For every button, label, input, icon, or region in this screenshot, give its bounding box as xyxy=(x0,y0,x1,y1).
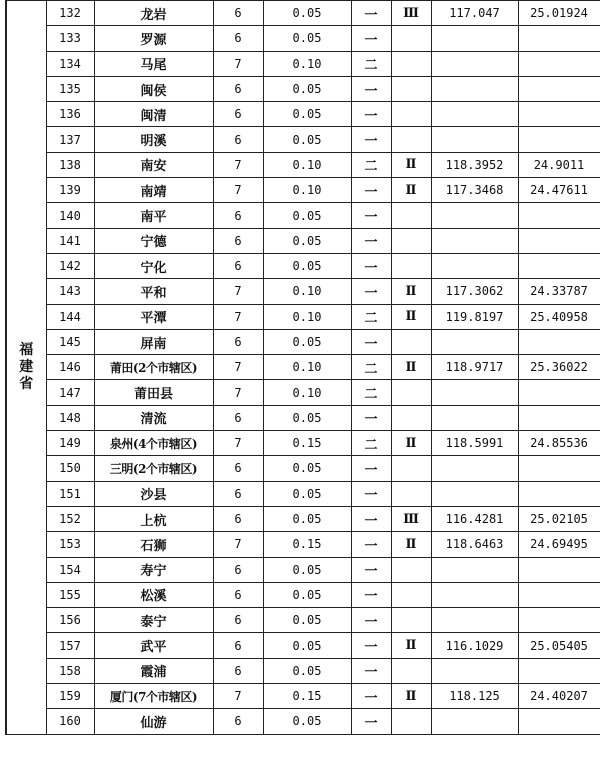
row-number-cell: 152 xyxy=(46,506,94,531)
latitude-cell xyxy=(518,608,600,633)
intensity-cell: 7 xyxy=(213,152,263,177)
site-class-cell xyxy=(391,253,431,278)
intensity-cell: 6 xyxy=(213,26,263,51)
intensity-cell: 6 xyxy=(213,557,263,582)
latitude-cell xyxy=(518,329,600,354)
table-row xyxy=(6,355,600,380)
place-name-cell: 三明(2个市辖区) xyxy=(94,456,213,481)
row-number-cell: 148 xyxy=(46,405,94,430)
place-name-cell: 厦门(7个市辖区) xyxy=(94,684,213,709)
longitude-cell: 119.8197 xyxy=(431,304,518,329)
acceleration-cell: 0.05 xyxy=(263,405,351,430)
design-group-cell: 一 xyxy=(351,658,391,683)
place-name-cell: 罗源 xyxy=(94,26,213,51)
place-name-cell: 霞浦 xyxy=(94,658,213,683)
design-group-cell: 一 xyxy=(351,102,391,127)
acceleration-cell: 0.05 xyxy=(263,608,351,633)
latitude-cell xyxy=(518,456,600,481)
intensity-cell: 6 xyxy=(213,76,263,101)
acceleration-cell: 0.05 xyxy=(263,26,351,51)
longitude-cell xyxy=(431,203,518,228)
longitude-cell xyxy=(431,329,518,354)
intensity-cell: 6 xyxy=(213,633,263,658)
intensity-cell: 6 xyxy=(213,127,263,152)
row-number-cell: 140 xyxy=(46,203,94,228)
acceleration-cell: 0.05 xyxy=(263,709,351,734)
acceleration-cell: 0.10 xyxy=(263,304,351,329)
row-number-cell: 139 xyxy=(46,178,94,203)
design-group-cell: 一 xyxy=(351,684,391,709)
acceleration-cell: 0.05 xyxy=(263,506,351,531)
longitude-cell xyxy=(431,76,518,101)
row-number-cell: 144 xyxy=(46,304,94,329)
site-class-cell: Ⅱ xyxy=(391,633,431,658)
place-name-cell: 武平 xyxy=(94,633,213,658)
table-row xyxy=(6,76,600,101)
longitude-cell xyxy=(431,557,518,582)
site-class-cell: Ⅲ xyxy=(391,506,431,531)
latitude-cell: 24.85536 xyxy=(518,431,600,456)
row-number-cell: 141 xyxy=(46,228,94,253)
intensity-cell: 7 xyxy=(213,380,263,405)
design-group-cell: 二 xyxy=(351,51,391,76)
place-name-cell: 马尾 xyxy=(94,51,213,76)
site-class-cell xyxy=(391,658,431,683)
longitude-cell xyxy=(431,51,518,76)
latitude-cell xyxy=(518,380,600,405)
latitude-cell xyxy=(518,557,600,582)
site-class-cell xyxy=(391,608,431,633)
site-class-cell xyxy=(391,51,431,76)
site-class-cell xyxy=(391,557,431,582)
site-class-cell xyxy=(391,329,431,354)
acceleration-cell: 0.10 xyxy=(263,279,351,304)
table-row xyxy=(6,152,600,177)
table-row xyxy=(6,506,600,531)
place-name-cell: 莆田(2个市辖区) xyxy=(94,355,213,380)
site-class-cell: Ⅱ xyxy=(391,431,431,456)
latitude-cell xyxy=(518,228,600,253)
design-group-cell: 一 xyxy=(351,557,391,582)
place-name-cell: 龙岩 xyxy=(94,1,213,26)
site-class-cell xyxy=(391,127,431,152)
design-group-cell: 一 xyxy=(351,532,391,557)
acceleration-cell: 0.05 xyxy=(263,456,351,481)
site-class-cell xyxy=(391,405,431,430)
design-group-cell: 一 xyxy=(351,279,391,304)
latitude-cell: 25.05405 xyxy=(518,633,600,658)
place-name-cell: 泰宁 xyxy=(94,608,213,633)
intensity-cell: 7 xyxy=(213,304,263,329)
site-class-cell xyxy=(391,26,431,51)
acceleration-cell: 0.05 xyxy=(263,127,351,152)
intensity-cell: 7 xyxy=(213,355,263,380)
table-row xyxy=(6,709,600,734)
design-group-cell: 一 xyxy=(351,582,391,607)
site-class-cell xyxy=(391,203,431,228)
site-class-cell: Ⅱ xyxy=(391,304,431,329)
table-row xyxy=(6,102,600,127)
intensity-cell: 7 xyxy=(213,431,263,456)
intensity-cell: 7 xyxy=(213,684,263,709)
place-name-cell: 闽清 xyxy=(94,102,213,127)
row-number-cell: 146 xyxy=(46,355,94,380)
design-group-cell: 一 xyxy=(351,329,391,354)
longitude-cell: 118.6463 xyxy=(431,532,518,557)
design-group-cell: 一 xyxy=(351,203,391,228)
latitude-cell xyxy=(518,481,600,506)
longitude-cell: 118.9717 xyxy=(431,355,518,380)
longitude-cell xyxy=(431,582,518,607)
acceleration-cell: 0.05 xyxy=(263,253,351,278)
table-row xyxy=(6,304,600,329)
acceleration-cell: 0.05 xyxy=(263,329,351,354)
row-number-cell: 147 xyxy=(46,380,94,405)
place-name-cell: 上杭 xyxy=(94,506,213,531)
longitude-cell xyxy=(431,405,518,430)
latitude-cell xyxy=(518,582,600,607)
intensity-cell: 6 xyxy=(213,582,263,607)
row-number-cell: 134 xyxy=(46,51,94,76)
latitude-cell xyxy=(518,102,600,127)
site-class-cell: Ⅲ xyxy=(391,1,431,26)
place-name-cell: 南安 xyxy=(94,152,213,177)
table-row xyxy=(6,26,600,51)
longitude-cell xyxy=(431,228,518,253)
intensity-cell: 6 xyxy=(213,329,263,354)
place-name-cell: 平和 xyxy=(94,279,213,304)
latitude-cell xyxy=(518,405,600,430)
row-number-cell: 153 xyxy=(46,532,94,557)
site-class-cell xyxy=(391,456,431,481)
row-number-cell: 160 xyxy=(46,709,94,734)
table-row xyxy=(6,178,600,203)
latitude-cell xyxy=(518,26,600,51)
intensity-cell: 6 xyxy=(213,608,263,633)
site-class-cell: Ⅱ xyxy=(391,178,431,203)
row-number-cell: 145 xyxy=(46,329,94,354)
acceleration-cell: 0.05 xyxy=(263,481,351,506)
place-name-cell: 南平 xyxy=(94,203,213,228)
longitude-cell: 117.3468 xyxy=(431,178,518,203)
design-group-cell: 一 xyxy=(351,1,391,26)
row-number-cell: 155 xyxy=(46,582,94,607)
acceleration-cell: 0.15 xyxy=(263,532,351,557)
table-row xyxy=(6,557,600,582)
design-group-cell: 一 xyxy=(351,127,391,152)
table-row xyxy=(6,608,600,633)
site-class-cell: Ⅱ xyxy=(391,532,431,557)
site-class-cell: Ⅱ xyxy=(391,355,431,380)
table-row xyxy=(6,481,600,506)
table-row xyxy=(6,1,600,26)
latitude-cell: 25.02105 xyxy=(518,506,600,531)
latitude-cell xyxy=(518,203,600,228)
design-group-cell: 一 xyxy=(351,481,391,506)
longitude-cell xyxy=(431,481,518,506)
row-number-cell: 150 xyxy=(46,456,94,481)
intensity-cell: 6 xyxy=(213,481,263,506)
longitude-cell xyxy=(431,253,518,278)
longitude-cell: 117.3062 xyxy=(431,279,518,304)
design-group-cell: 一 xyxy=(351,178,391,203)
design-group-cell: 一 xyxy=(351,76,391,101)
row-number-cell: 136 xyxy=(46,102,94,127)
acceleration-cell: 0.05 xyxy=(263,76,351,101)
longitude-cell: 118.125 xyxy=(431,684,518,709)
site-class-cell xyxy=(391,228,431,253)
longitude-cell xyxy=(431,709,518,734)
longitude-cell xyxy=(431,127,518,152)
acceleration-cell: 0.15 xyxy=(263,431,351,456)
latitude-cell: 25.36022 xyxy=(518,355,600,380)
place-name-cell: 石狮 xyxy=(94,532,213,557)
design-group-cell: 一 xyxy=(351,506,391,531)
row-number-cell: 142 xyxy=(46,253,94,278)
design-group-cell: 一 xyxy=(351,633,391,658)
row-number-cell: 158 xyxy=(46,658,94,683)
place-name-cell: 仙游 xyxy=(94,709,213,734)
intensity-cell: 6 xyxy=(213,228,263,253)
design-group-cell: 二 xyxy=(351,152,391,177)
latitude-cell: 24.47611 xyxy=(518,178,600,203)
acceleration-cell: 0.05 xyxy=(263,582,351,607)
longitude-cell xyxy=(431,608,518,633)
intensity-cell: 6 xyxy=(213,1,263,26)
table-row xyxy=(6,658,600,683)
latitude-cell xyxy=(518,658,600,683)
place-name-cell: 明溪 xyxy=(94,127,213,152)
acceleration-cell: 0.05 xyxy=(263,658,351,683)
latitude-cell: 24.69495 xyxy=(518,532,600,557)
longitude-cell xyxy=(431,456,518,481)
latitude-cell: 24.33787 xyxy=(518,279,600,304)
place-name-cell: 平潭 xyxy=(94,304,213,329)
place-name-cell: 松溪 xyxy=(94,582,213,607)
site-class-cell xyxy=(391,102,431,127)
acceleration-cell: 0.05 xyxy=(263,633,351,658)
row-number-cell: 156 xyxy=(46,608,94,633)
design-group-cell: 二 xyxy=(351,304,391,329)
acceleration-cell: 0.05 xyxy=(263,228,351,253)
site-class-cell xyxy=(391,380,431,405)
design-group-cell: 一 xyxy=(351,405,391,430)
row-number-cell: 154 xyxy=(46,557,94,582)
longitude-cell xyxy=(431,658,518,683)
intensity-cell: 6 xyxy=(213,203,263,228)
table-row xyxy=(6,582,600,607)
acceleration-cell: 0.15 xyxy=(263,684,351,709)
acceleration-cell: 0.05 xyxy=(263,203,351,228)
place-name-cell: 闽侯 xyxy=(94,76,213,101)
site-class-cell xyxy=(391,76,431,101)
acceleration-cell: 0.10 xyxy=(263,380,351,405)
table-row xyxy=(6,633,600,658)
place-name-cell: 沙县 xyxy=(94,481,213,506)
row-number-cell: 159 xyxy=(46,684,94,709)
latitude-cell xyxy=(518,709,600,734)
place-name-cell: 寿宁 xyxy=(94,557,213,582)
intensity-cell: 6 xyxy=(213,253,263,278)
table-row xyxy=(6,329,600,354)
longitude-cell: 118.3952 xyxy=(431,152,518,177)
table-row xyxy=(6,51,600,76)
acceleration-cell: 0.10 xyxy=(263,178,351,203)
row-number-cell: 135 xyxy=(46,76,94,101)
acceleration-cell: 0.10 xyxy=(263,51,351,76)
design-group-cell: 二 xyxy=(351,431,391,456)
table-row xyxy=(6,684,600,709)
table-row xyxy=(6,279,600,304)
place-name-cell: 泉州(4个市辖区) xyxy=(94,431,213,456)
table-row xyxy=(6,127,600,152)
design-group-cell: 一 xyxy=(351,456,391,481)
intensity-cell: 7 xyxy=(213,279,263,304)
design-group-cell: 一 xyxy=(351,709,391,734)
latitude-cell xyxy=(518,51,600,76)
province-label xyxy=(6,1,46,735)
row-number-cell: 138 xyxy=(46,152,94,177)
acceleration-cell: 0.05 xyxy=(263,557,351,582)
site-class-cell xyxy=(391,481,431,506)
site-class-cell: Ⅱ xyxy=(391,152,431,177)
longitude-cell: 118.5991 xyxy=(431,431,518,456)
longitude-cell xyxy=(431,102,518,127)
province-label-vertical: 福 建 省 xyxy=(19,341,34,392)
intensity-cell: 7 xyxy=(213,178,263,203)
table-row xyxy=(6,456,600,481)
table-row xyxy=(6,532,600,557)
table-row xyxy=(6,380,600,405)
latitude-cell: 24.9011 xyxy=(518,152,600,177)
latitude-cell: 25.01924 xyxy=(518,1,600,26)
row-number-cell: 137 xyxy=(46,127,94,152)
row-number-cell: 149 xyxy=(46,431,94,456)
latitude-cell xyxy=(518,76,600,101)
latitude-cell: 25.40958 xyxy=(518,304,600,329)
place-name-cell: 宁化 xyxy=(94,253,213,278)
latitude-cell xyxy=(518,127,600,152)
row-number-cell: 143 xyxy=(46,279,94,304)
intensity-cell: 6 xyxy=(213,102,263,127)
intensity-cell: 6 xyxy=(213,709,263,734)
intensity-cell: 7 xyxy=(213,532,263,557)
row-number-cell: 133 xyxy=(46,26,94,51)
longitude-cell xyxy=(431,380,518,405)
design-group-cell: 二 xyxy=(351,380,391,405)
table-row xyxy=(6,203,600,228)
intensity-cell: 6 xyxy=(213,456,263,481)
place-name-cell: 清流 xyxy=(94,405,213,430)
design-group-cell: 一 xyxy=(351,608,391,633)
place-name-cell: 宁德 xyxy=(94,228,213,253)
table-row xyxy=(6,228,600,253)
longitude-cell: 117.047 xyxy=(431,1,518,26)
design-group-cell: 一 xyxy=(351,253,391,278)
table-body xyxy=(6,1,600,735)
acceleration-cell: 0.05 xyxy=(263,1,351,26)
site-class-cell xyxy=(391,709,431,734)
latitude-cell: 24.40207 xyxy=(518,684,600,709)
intensity-cell: 6 xyxy=(213,506,263,531)
longitude-cell: 116.1029 xyxy=(431,633,518,658)
design-group-cell: 一 xyxy=(351,26,391,51)
site-class-cell: Ⅱ xyxy=(391,684,431,709)
table-row xyxy=(6,431,600,456)
longitude-cell xyxy=(431,26,518,51)
acceleration-cell: 0.05 xyxy=(263,102,351,127)
design-group-cell: 二 xyxy=(351,355,391,380)
row-number-cell: 157 xyxy=(46,633,94,658)
site-class-cell xyxy=(391,582,431,607)
row-number-cell: 132 xyxy=(46,1,94,26)
design-group-cell: 一 xyxy=(351,228,391,253)
table-row xyxy=(6,405,600,430)
place-name-cell: 南靖 xyxy=(94,178,213,203)
place-name-cell: 莆田县 xyxy=(94,380,213,405)
acceleration-cell: 0.10 xyxy=(263,152,351,177)
latitude-cell xyxy=(518,253,600,278)
intensity-cell: 6 xyxy=(213,405,263,430)
place-name-cell: 屏南 xyxy=(94,329,213,354)
longitude-cell: 116.4281 xyxy=(431,506,518,531)
seismic-data-table xyxy=(5,0,600,735)
site-class-cell: Ⅱ xyxy=(391,279,431,304)
row-number-cell: 151 xyxy=(46,481,94,506)
table-row xyxy=(6,253,600,278)
intensity-cell: 6 xyxy=(213,658,263,683)
acceleration-cell: 0.10 xyxy=(263,355,351,380)
intensity-cell: 7 xyxy=(213,51,263,76)
